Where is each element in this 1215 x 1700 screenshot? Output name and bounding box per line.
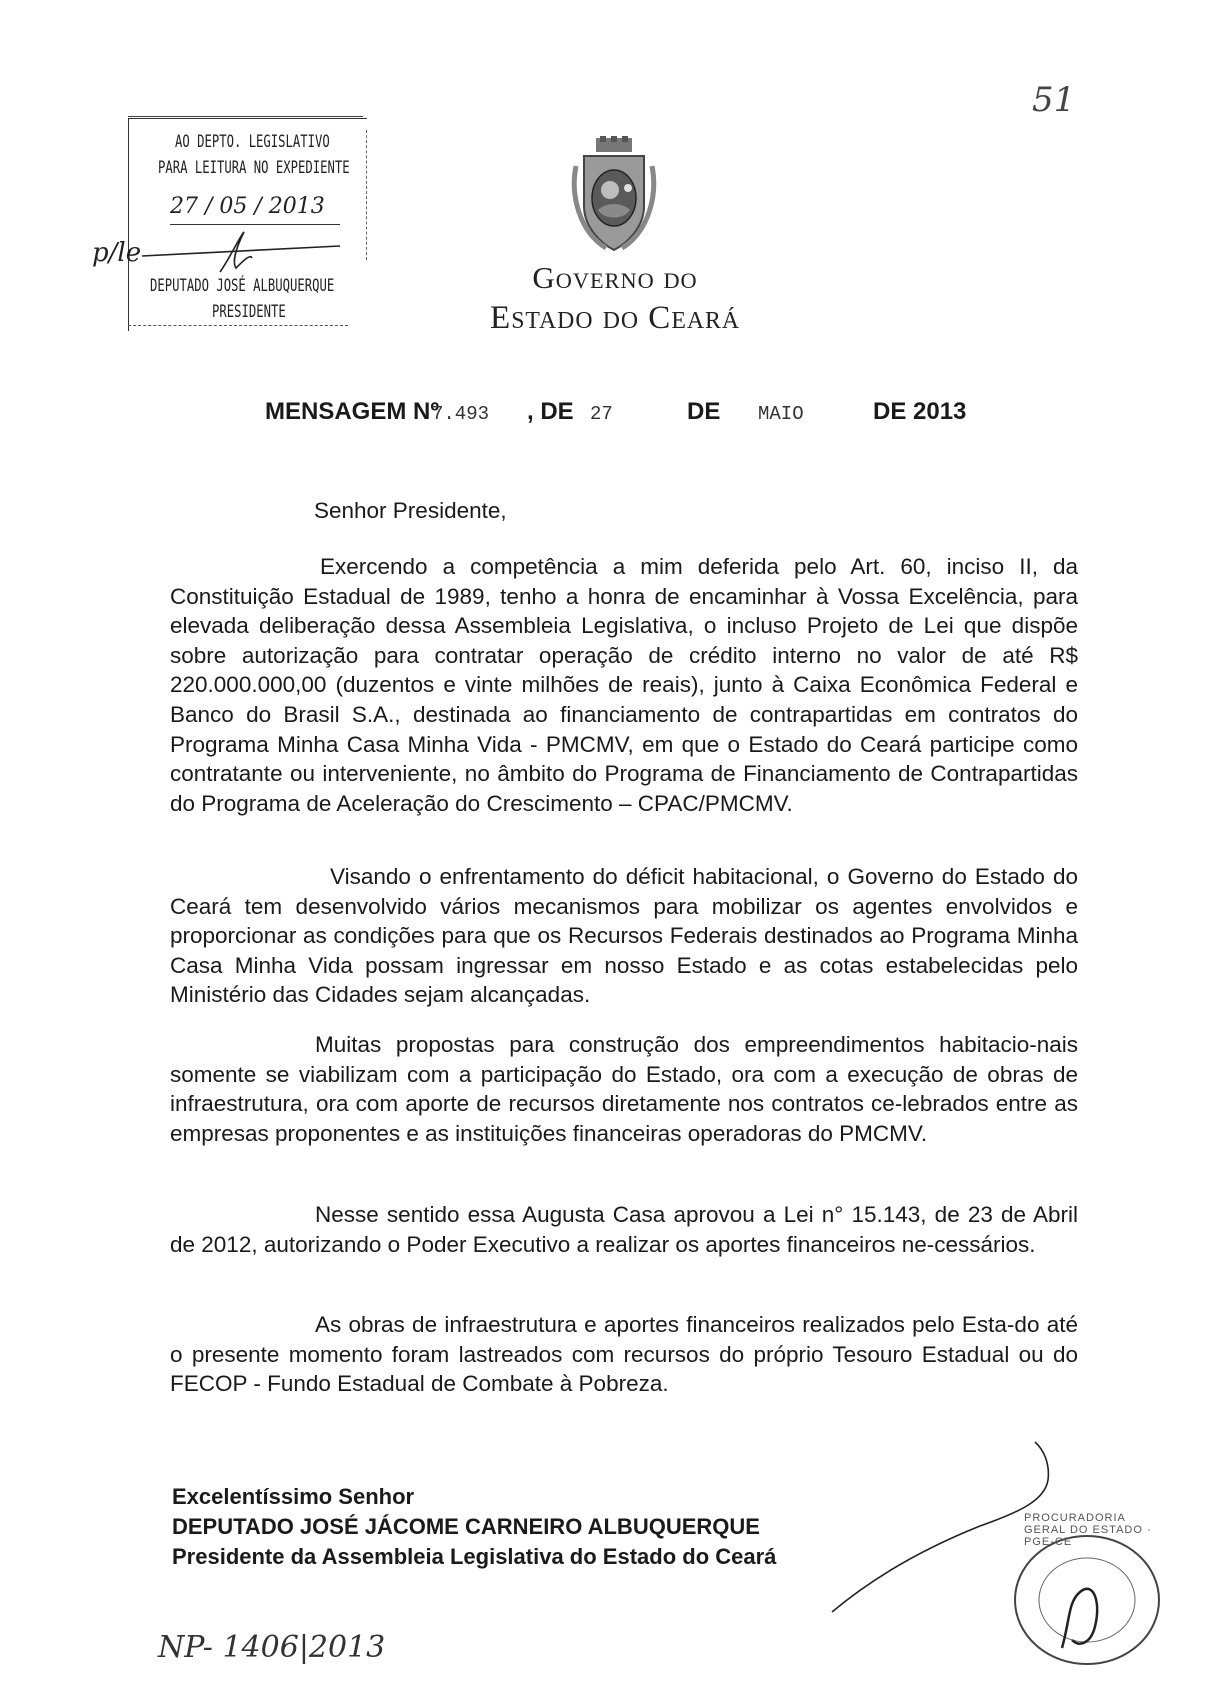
addressee-line-2: DEPUTADO JOSÉ JÁCOME CARNEIRO ALBUQUERQUE: [172, 1514, 760, 1539]
org-title-line-1: GOVERNO DO: [532, 260, 698, 295]
addressee-line-1: Excelentíssimo Senhor: [172, 1484, 415, 1509]
stamp-signature: [140, 228, 360, 278]
message-day: 27: [590, 403, 613, 425]
message-label: MENSAGEM Nº: [265, 398, 440, 425]
page-number-mark: 51: [1032, 80, 1076, 120]
stamp-line-2: PARA LEITURA NO EXPEDIENTE: [158, 158, 350, 178]
stamp-line-4: DEPUTADO JOSÉ ALBUQUERQUE: [150, 276, 335, 296]
paragraph-4: Nesse sentido essa Augusta Casa aprovou a Lei n° 15.143, de 23 de Abril de 2012, autorizando o Poder Executivo a realizar os aportes financeiros ne-cessários.: [170, 1202, 1078, 1257]
paragraph-1: Exercendo a competência a mim deferida pelo Art. 60, inciso II, da Constituição Estadual de 1989, tenho a honra de encaminhar à Vossa Excelência, para elevada deliberação dessa Assembleia Legislativa, o incluso Projeto de Lei que dispõe sobre autorização para contratar operação de crédito interno no valor de até R$ 220.000.000,00 (duzentos e vinte milhões de reais), junto à Caixa Econômica Federal e Banco do Brasil S.A., destinada ao financiamento de contrapartidas em contratos do Programa Minha Casa Minha Vida - PMCMV, em que o Estado do Ceará participe como contratante ou interveniente, no âmbito do Programa de Financiamento de Contrapartidas do Programa de Aceleração do Crescimento – CPAC/PMCMV.: [170, 554, 1078, 816]
stamp-top-rule: [128, 116, 363, 117]
addressee-line-3: Presidente da Assembleia Legislativa do Estado do Ceará: [172, 1544, 777, 1569]
seal-text: PROCURADORIA GERAL DO ESTADO · PGE-CE: [1024, 1512, 1152, 1548]
stamp-right-rule: [366, 130, 367, 260]
message-header: [265, 398, 439, 428]
org-title-line-2: ESTADO DO CEARÁ: [490, 300, 740, 336]
protocol-number: NP- 1406|2013: [158, 1630, 386, 1665]
salutation: Senhor Presidente,: [314, 498, 507, 523]
message-month: MAIO: [758, 403, 804, 425]
message-number: 7.493: [432, 403, 490, 425]
message-year: DE 2013: [873, 398, 967, 425]
paragraph-3: Muitas propostas para construção dos empreendimentos habitacio-nais somente se viabilizam com a participação do Estado, ora com a execução de obras de infraestrutura, ora com aporte de recursos diretamente nos contratos ce-lebrados entre as empresas proponentes e as instituições financeiras operadoras do PMCMV.: [170, 1032, 1078, 1146]
stamp-initials: p/le: [92, 238, 142, 268]
procuradoria-seal-icon: [1010, 1530, 1165, 1670]
stamp-bottom-rule: [128, 325, 348, 326]
stamp-date-rule: [170, 224, 340, 225]
paragraph-5: As obras de infraestrutura e aportes financeiros realizados pelo Esta-do até o presente momento foram lastreados com recursos do próprio Tesouro Estadual ou do FECOP - Fundo Estadual de Combate à Pobreza.: [170, 1312, 1078, 1397]
paragraph-2: Visando o enfrentamento do déficit habitacional, o Governo do Estado do Ceará tem desenvolvido vários mecanismos para mobilizar os agentes envolvidos e proporcionar as condições para que os Recursos Federais destinados ao Programa Minha Casa Minha Vida possam ingressar em nosso Estado e as cotas estabelecidas pelo Ministério das Cidades sejam alcançadas.: [170, 864, 1078, 1008]
stamp-line-5: PRESIDENTE: [212, 302, 286, 322]
state-coat-of-arms-icon: [566, 136, 662, 254]
message-de-2: DE: [687, 398, 721, 425]
message-de-1: , DE: [527, 398, 574, 425]
stamp-date: 27 / 05 / 2013: [170, 194, 325, 219]
stamp-line-1: AO DEPTO. LEGISLATIVO: [175, 132, 330, 152]
